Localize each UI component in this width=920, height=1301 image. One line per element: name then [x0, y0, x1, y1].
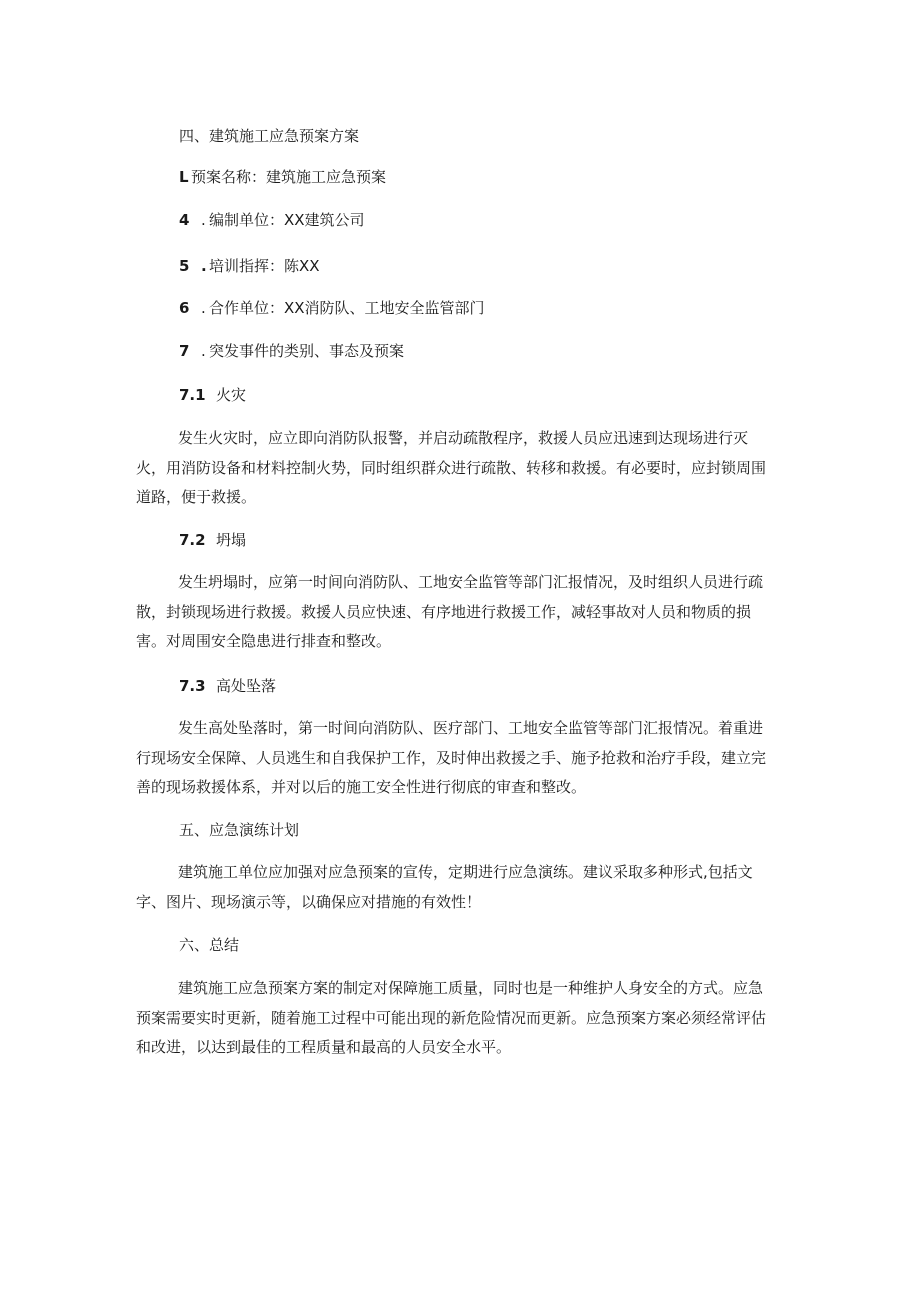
list-item-name [179, 167, 386, 187]
paragraph-line: 道路，便于救援。 [136, 488, 257, 506]
list-item-trainer [179, 256, 320, 276]
subsection-7-1-heading [179, 385, 246, 405]
paragraph-line: 害。对周围安全隐患进行排查和整改。 [136, 632, 392, 650]
item-number: L [179, 168, 189, 186]
paragraph-summary [136, 974, 788, 1063]
paragraph-line: 散，封锁现场进行救援。救援人员应快速、有序地进行救援工作，减轻事故对人员和物质的损 [136, 602, 752, 621]
list-item-unit [179, 210, 365, 230]
subsection-number: 7.1 [179, 386, 206, 404]
subsection-7-3-heading [179, 676, 276, 696]
paragraph-line: 预案需要实时更新，随着施工过程中可能出现的新危险情况而更新。应急预案方案必须经常评估 [136, 1008, 767, 1027]
list-item-events [179, 341, 404, 361]
paragraph-line: 善的现场救援体系，并对以后的施工安全性进行彻底的审查和整改。 [136, 778, 587, 796]
item-number: 6 [179, 299, 190, 317]
paragraph-line: 发生火灾时，应立即向消防队报警，并启动疏散程序，救援人员应迅速到达现场进行灭 [178, 429, 749, 447]
paragraph-line: 和改进，以达到最佳的工程质量和最高的人员安全水平。 [136, 1038, 512, 1056]
subsection-title: 高处坠落 [216, 677, 277, 695]
section-4-heading: 四、建筑施工应急预案方案 [179, 127, 360, 145]
subsection-number: 7.3 [179, 677, 206, 695]
section-5-heading: 五、应急演练计划 [179, 821, 300, 839]
item-text: 培训指挥：陈XX [209, 257, 320, 275]
paragraph-line: 建筑施工单位应加强对应急预案的宣传，定期进行应急演练。建议采取多种形式,包括文 [178, 863, 753, 881]
paragraph-drill [136, 858, 788, 917]
paragraph-line: 发生坍塌时，应第一时间向消防队、工地安全监管等部门汇报情况，及时组织人员进行疏 [178, 573, 764, 591]
item-separator: . [201, 299, 206, 317]
item-separator: . [201, 257, 207, 275]
paragraph-line: 发生高处坠落时，第一时间向消防队、医疗部门、工地安全监管等部门汇报情况。着重进 [178, 719, 764, 737]
paragraph-fall [136, 714, 788, 803]
paragraph-line: 字、图片、现场演示等，以确保应对措施的有效性！ [136, 892, 482, 911]
item-number: 4 [179, 211, 190, 229]
section-6-heading: 六、总结 [179, 936, 240, 954]
paragraph-line: 建筑施工应急预案方案的制定对保障施工质量，同时也是一种维护人身安全的方式。应急 [178, 979, 764, 997]
item-text: 编制单位：XX建筑公司 [209, 211, 365, 229]
item-separator: . [201, 342, 206, 360]
item-text: 合作单位：XX消防队、工地安全监管部门 [209, 299, 485, 317]
item-number: 7 [179, 342, 190, 360]
item-text: 突发事件的类别、事态及预案 [209, 342, 405, 360]
paragraph-fire [136, 424, 788, 513]
item-text: 预案名称：建筑施工应急预案 [191, 168, 387, 186]
paragraph-line: 行现场安全保障、人员逃生和自我保护工作，及时伸出救援之手、施予抢救和治疗手段，建立完 [136, 748, 767, 767]
paragraph-line: 火，用消防设备和材料控制火势，同时组织群众进行疏散、转移和救援。有必要时，应封锁周围 [136, 458, 767, 477]
paragraph-collapse [136, 568, 788, 657]
item-separator: . [201, 211, 206, 229]
subsection-title: 坍塌 [216, 531, 247, 549]
item-number: 5 [179, 257, 190, 275]
list-item-partner [179, 298, 485, 318]
subsection-7-2-heading [179, 530, 246, 550]
subsection-number: 7.2 [179, 531, 206, 549]
subsection-title: 火灾 [216, 386, 247, 404]
